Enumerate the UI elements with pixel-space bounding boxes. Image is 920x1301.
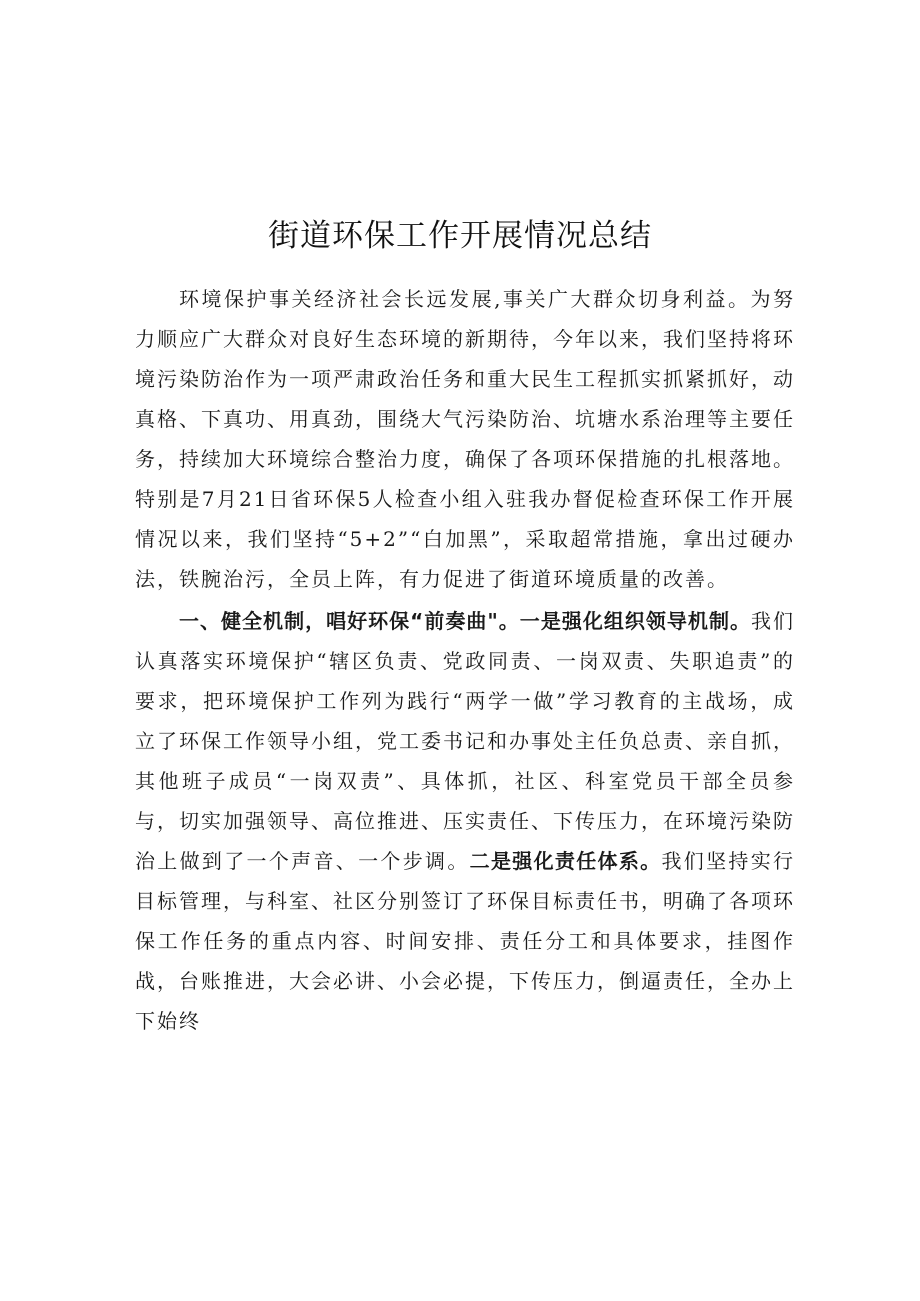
paragraph-text: 我们坚持实行目标管理，与科室、社区分别签订了环保目标责任书，明确了各项环保工作任务的重点内容、时间安排、责任分工和具体要求，挂图作战，台账推进，大会必讲、小会必提，下传压力，倒逼责任，全办上下始终 bbox=[135, 849, 796, 1033]
paragraph-section-1 bbox=[135, 601, 795, 1041]
paragraph-text: 环境保护事关经济社会长远发展,事关广大群众切身利益。为努力顺应广大群众对良好生态环境的新期待，今年以来，我们坚持将环境污染防治作为一项严肃政治任务和重大民生工程抓实抓紧抓好，动真格、下真功、用真劲，围绕大气污染防治、坑塘水系治理等主要任务，持续加大环境综合整治力度，确保了各项环保措施的扎根落地。特别是7月21日省环保5人检查小组入驻我办督促检查环保工作开展情况以来，我们坚持“5+2”“白加黑”，采取超常措施，拿出过硬办法，铁腕治污，全员上阵，有力促进了街道环境质量的改善。 bbox=[135, 287, 795, 591]
document-title: 街道环保工作开展情况总结 bbox=[268, 218, 652, 254]
paragraph-text: 我们认真落实环境保护“辖区负责、党政同责、一岗双责、失职追责”的要求，把环境保护工作列为践行“两学一做”学习教育的主战场，成立了环保工作领导小组，党工委书记和办事处主任负总责、亲自抓，其他班子成员“一岗双责”、具体抓，社区、科室党员干部全员参与，切实加强领导、高位推进、压实责任、下传压力，在环境污染防治上做到了一个声音、一个步调。 bbox=[135, 609, 795, 873]
paragraph-intro bbox=[135, 279, 795, 599]
document-body bbox=[135, 279, 795, 1041]
section-heading: 一、健全机制，唱好环保“前奏曲"。一是强化组织领导机制。 bbox=[179, 609, 751, 633]
subsection-heading: 二是强化责任体系。 bbox=[469, 849, 662, 873]
